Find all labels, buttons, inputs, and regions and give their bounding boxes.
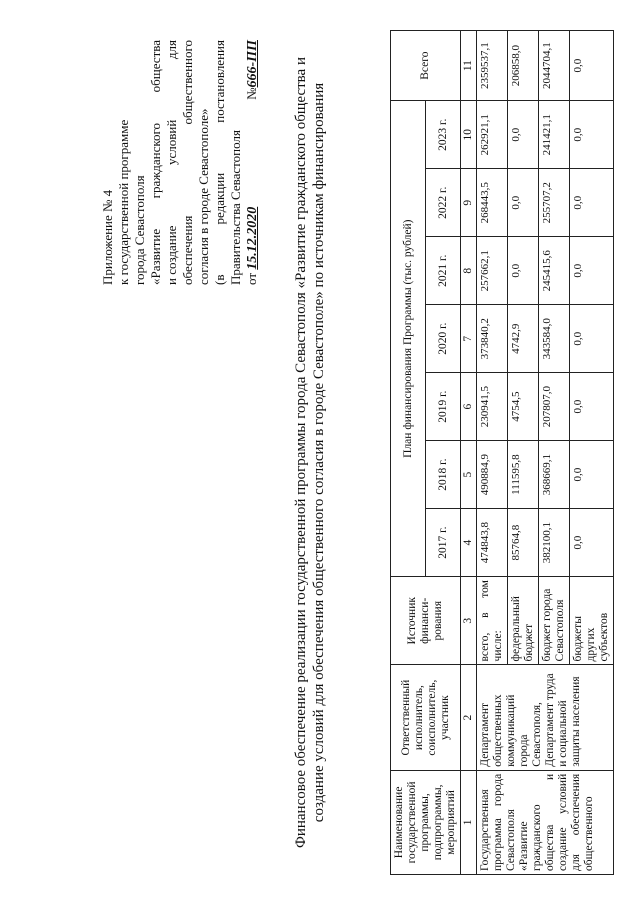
value-cell: 207807,0 — [539, 373, 570, 441]
value-cell: 257662,1 — [477, 237, 508, 305]
date-prefix: от — [244, 272, 259, 285]
value-cell: 490884,9 — [477, 441, 508, 509]
source-cell: федеральный бюджет — [508, 577, 539, 665]
appendix-word: гражданского — [148, 122, 163, 199]
appendix-line: города Севастополя — [132, 175, 147, 285]
header-year: 2022 г. — [426, 169, 461, 237]
appendix-line — [164, 40, 180, 285]
table-header-row — [391, 31, 426, 875]
financing-table — [390, 30, 614, 875]
total-cell: 206858,0 — [508, 31, 539, 101]
appendix-word: для — [164, 40, 179, 60]
value-cell: 474843,8 — [477, 509, 508, 577]
index-cell: 7 — [461, 305, 477, 373]
appendix-line — [180, 40, 196, 285]
appendix-word: общественного — [180, 40, 195, 125]
value-cell: 241421,1 — [539, 101, 570, 169]
source-cell: бюджеты других субъектов — [570, 577, 614, 665]
value-cell: 4742,9 — [508, 305, 539, 373]
header-name: Наименование государственной программы, подпрограммы, мероприятий — [391, 770, 461, 874]
responsible-cell: Департамент общественных коммуникаций города Севастополя, Департамент труда и социальной защиты населения — [477, 665, 614, 770]
header-year: 2018 г. — [426, 441, 461, 509]
total-cell: 0,0 — [570, 31, 614, 101]
value-cell: 368669,1 — [539, 441, 570, 509]
header-total: Всего — [391, 31, 461, 101]
value-cell: 0,0 — [570, 509, 614, 577]
appendix-line — [148, 40, 164, 285]
value-cell: 0,0 — [508, 101, 539, 169]
appendix-date-line — [244, 40, 261, 285]
appendix-line: Правительства Севастополя — [228, 130, 243, 285]
header-year: 2019 г. — [426, 373, 461, 441]
header-year: 2020 г. — [426, 305, 461, 373]
table-row — [477, 31, 508, 875]
appendix-word: обеспечения — [180, 215, 195, 285]
program-name-cell: Государственная программа города Севастополя «Развитие гражданского общества и создание условий для обеспечения общественного — [477, 770, 614, 874]
value-cell: 262921,1 — [477, 101, 508, 169]
index-cell: 10 — [461, 101, 477, 169]
appendix-line — [212, 40, 228, 285]
index-cell: 5 — [461, 441, 477, 509]
index-cell: 3 — [461, 577, 477, 665]
appendix-word: условий — [164, 119, 179, 165]
handwritten-number: 666-ПП — [245, 40, 260, 88]
value-cell: 255707,2 — [539, 169, 570, 237]
document-title: Финансовое обеспечение реализации государственной программы города Севастополя «Развитие гражданского общества и создание условий для обеспечения общественного согласия в городе Севастополе» по источникам финансирования — [293, 57, 327, 849]
source-cell: бюджет города Севастополя — [539, 577, 570, 665]
appendix-line: к государственной программе — [116, 119, 131, 285]
value-cell: 0,0 — [570, 169, 614, 237]
value-cell: 245415,6 — [539, 237, 570, 305]
index-cell: 2 — [461, 665, 477, 770]
value-cell: 382100,1 — [539, 509, 570, 577]
table-index-row — [461, 31, 477, 875]
value-cell: 0,0 — [508, 237, 539, 305]
value-cell: 0,0 — [570, 237, 614, 305]
handwritten-date: 15.12.2020 — [245, 206, 260, 270]
value-cell: 230941,5 — [477, 373, 508, 441]
index-cell: 4 — [461, 509, 477, 577]
header-year: 2017 г. — [426, 509, 461, 577]
appendix-word: и создание — [164, 225, 179, 285]
appendix-block — [100, 40, 261, 285]
value-cell: 343584,0 — [539, 305, 570, 373]
appendix-word: общества — [148, 40, 163, 93]
value-cell: 4754,5 — [508, 373, 539, 441]
appendix-line: Приложение № 4 — [100, 189, 115, 285]
total-cell: 2044704,1 — [539, 31, 570, 101]
header-responsible: Ответственный исполнитель, соисполнитель, участник — [391, 665, 461, 770]
header-plan: План финансирования Программы (тыс. рублей) — [391, 101, 426, 577]
appendix-word: редакции — [212, 172, 227, 225]
header-year: 2021 г. — [426, 237, 461, 305]
appendix-word: постановления — [212, 40, 227, 123]
value-cell: 0,0 — [570, 373, 614, 441]
appendix-word: «Развитие — [148, 228, 163, 285]
value-cell: 373840,2 — [477, 305, 508, 373]
index-cell: 9 — [461, 169, 477, 237]
value-cell: 268443,5 — [477, 169, 508, 237]
header-source: Источник финанси-рования — [391, 577, 461, 665]
index-cell: 11 — [461, 31, 477, 101]
value-cell: 111595,8 — [508, 441, 539, 509]
appendix-line: согласия в городе Севастополе» — [196, 108, 211, 285]
value-cell: 0,0 — [570, 305, 614, 373]
header-year: 2023 г. — [426, 101, 461, 169]
index-cell: 8 — [461, 237, 477, 305]
value-cell: 85764,8 — [508, 509, 539, 577]
value-cell: 0,0 — [570, 101, 614, 169]
index-cell: 6 — [461, 373, 477, 441]
value-cell: 0,0 — [570, 441, 614, 509]
number-prefix: № — [244, 87, 259, 100]
appendix-word: (в — [212, 274, 227, 285]
value-cell: 0,0 — [508, 169, 539, 237]
source-cell: всего, в том числе: — [477, 577, 508, 665]
index-cell: 1 — [461, 770, 477, 874]
total-cell: 2359537,1 — [477, 31, 508, 101]
